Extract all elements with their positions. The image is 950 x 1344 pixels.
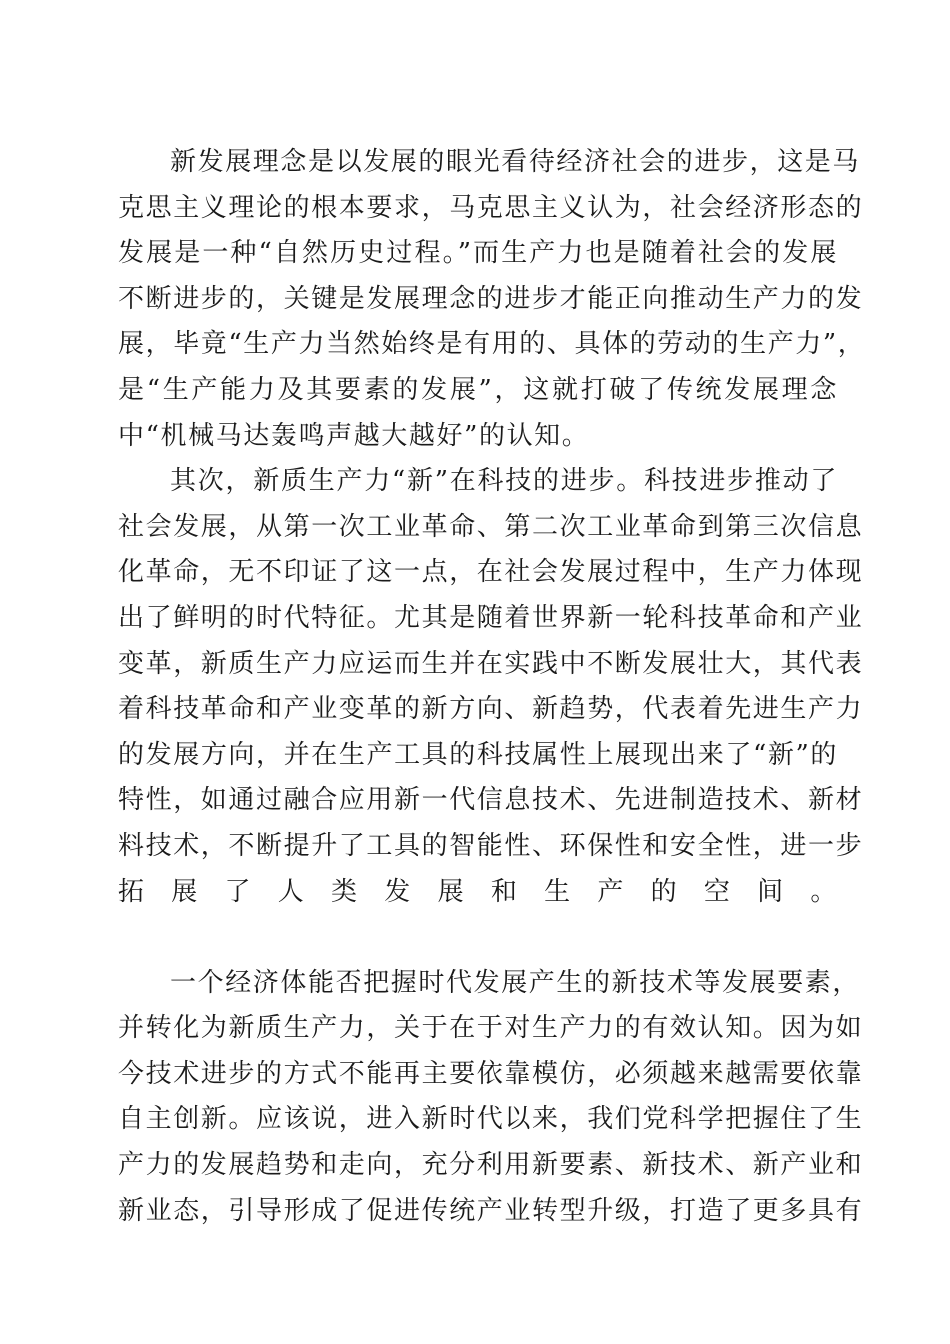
text-line: 并转化为新质生产力，关于在于对生产力的有效认知。因为如 xyxy=(118,1013,864,1044)
text-line: 特性，如通过融合应用新一代信息技术、先进制造技术、新材 xyxy=(118,785,864,816)
text-line: 变革，新质生产力应运而生并在实践中不断发展壮大，其代表 xyxy=(118,648,864,679)
text-line: 料技术，不断提升了工具的智能性、环保性和安全性，进一步 xyxy=(118,830,864,861)
text-line: 新发展理念是以发展的眼光看待经济社会的进步，这是马 xyxy=(170,147,861,177)
text-line: 社会发展，从第一次工业革命、第二次工业革命到第三次信息 xyxy=(118,511,864,542)
paragraph-1 xyxy=(118,140,866,459)
text-line: 一个经济体能否把握时代发展产生的新技术等发展要素， xyxy=(170,967,861,998)
paragraph-2 xyxy=(118,459,864,961)
text-line: 自主创新。应该说，进入新时代以来，我们党科学把握住了生 xyxy=(118,1104,864,1135)
text-line: 展，毕竟“生产力当然始终是有用的、具体的劳动的生产力”， xyxy=(118,329,866,360)
text-line: 的发展方向，并在生产工具的科技属性上展现出来了“新”的 xyxy=(118,739,838,770)
text-line: 着科技革命和产业变革的新方向、新趋势，代表着先进生产力 xyxy=(118,694,864,725)
paragraph-3 xyxy=(118,961,864,1235)
text-line: 出了鲜明的时代特征。尤其是随着世界新一轮科技革命和产业 xyxy=(118,602,864,633)
text-line: 拓展了人类发展和生产的空间。 xyxy=(118,876,838,907)
text-line: 克思主义理论的根本要求，马克思主义认为，社会经济形态的 xyxy=(118,192,864,223)
text-line: 发展是一种“自然历史过程。”而生产力也是随着社会的发展 xyxy=(118,238,838,269)
text-line: 是“生产能力及其要素的发展”，这就打破了传统发展理念 xyxy=(118,374,838,405)
text-line xyxy=(118,915,838,961)
text-line: 今技术进步的方式不能再主要依靠模仿，必须越来越需要依靠 xyxy=(118,1058,864,1089)
body-text xyxy=(118,140,866,1234)
text-line: 其次，新质生产力“新”在科技的进步。科技进步推动了 xyxy=(170,466,838,497)
text-line: 中“机械马达轰鸣声越大越好”的认知。 xyxy=(118,420,590,451)
text-line: 不断进步的，关键是发展理念的进步才能正向推动生产力的发 xyxy=(118,283,864,314)
text-line: 化革命，无不印证了这一点，在社会发展过程中，生产力体现 xyxy=(118,557,864,588)
text-line: 新业态，引导形成了促进传统产业转型升级，打造了更多具有 xyxy=(118,1195,864,1226)
text-line: 产力的发展趋势和走向，充分利用新要素、新技术、新产业和 xyxy=(118,1150,864,1181)
